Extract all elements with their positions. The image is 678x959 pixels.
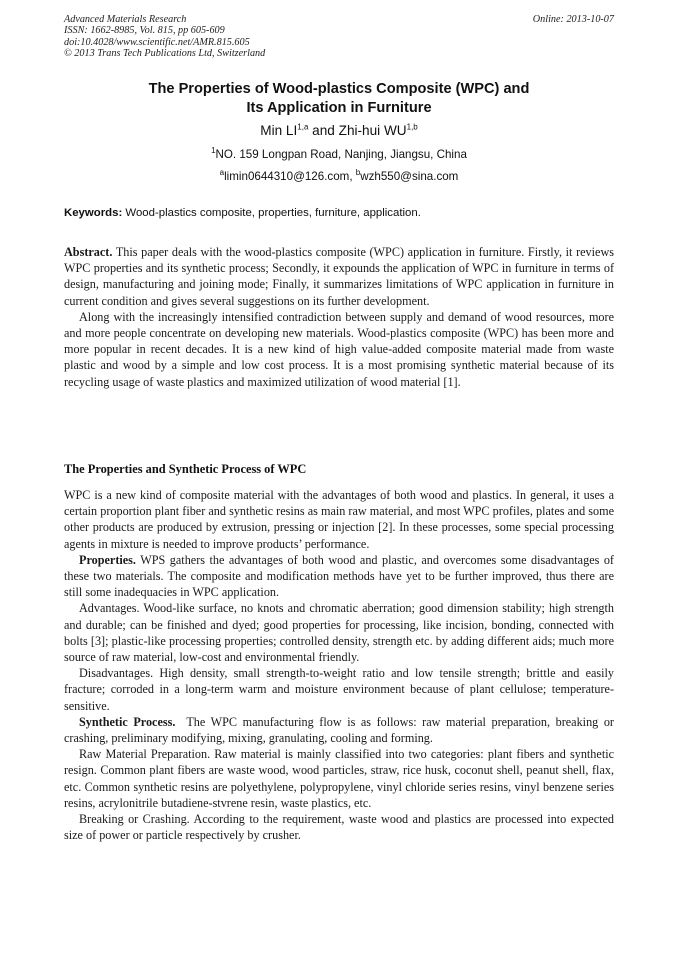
synthetic-process-label: Synthetic Process. <box>79 714 176 729</box>
affiliation-text: NO. 159 Longpan Road, Nanjing, Jiangsu, China <box>215 148 467 161</box>
author-2-sup: 1,b <box>406 122 418 132</box>
keywords <box>64 207 614 219</box>
properties-label: Properties. <box>79 552 136 567</box>
email-b-sup: b <box>355 168 361 178</box>
issn-line: ISSN: 1662-8985, Vol. 815, pp 605-609 <box>64 25 225 37</box>
section-heading: The Properties and Synthetic Process of WPC <box>64 462 307 476</box>
section-intro-paragraph: WPC is a new kind of composite material with the advantages of both wood and plastics. In general, it uses a certain proportion plant fiber and synthetic resins as main raw material, and most WPC profiles, plates and some other products are produced by extrusion, pressing or injection [2]. In these processes, some special processing agents in mixture is needed to improve products’ performance. <box>64 488 614 551</box>
keywords-text: Wood-plastics composite, properties, furniture, application. <box>122 207 421 219</box>
abstract-text: This paper deals with the wood-plastics composite (WPC) application in furniture. Firstly, it reviews WPC properties and its synthetic process; Secondly, it expounds the application of WPC in furniture in terms of design, manufacturing and joining mode; Finally, it summarizes limitations of WPC application in furniture in current condition and gives several suggestions on its further development. <box>64 245 614 308</box>
title-line-2: Its Application in Furniture <box>246 100 432 116</box>
breaking-paragraph: Breaking or Crashing. According to the requirement, waste wood and plastics are processed into expected size of power or particle respectively by crusher. <box>64 812 614 843</box>
author-2-name: Zhi-hui WU <box>338 123 407 138</box>
doi-line: doi:10.4028/www.scientific.net/AMR.815.605 <box>64 36 250 48</box>
email-a-sup: a <box>219 168 225 178</box>
properties-paragraph <box>64 552 614 601</box>
title-line-1: The Properties of Wood-plastics Composite (WPC) and <box>148 81 530 97</box>
author-conjunction: and <box>308 123 339 138</box>
disadvantages-paragraph: Disadvantages. High density, small strength-to-weight ratio and low tensile strength; brittle and easily fracture; corroded in a long-term warm and moisture environment because of plant cellulose; temperature-sensitive. <box>64 666 614 713</box>
email-b[interactable]: wzh550@sina.com <box>360 170 459 183</box>
synthetic-process-paragraph <box>64 714 618 746</box>
email-a[interactable]: limin0644310@126.com, <box>224 170 356 183</box>
journal-header <box>64 14 614 60</box>
intro-paragraph: Along with the increasingly intensified contradiction between supply and demand of wood resources, more and more people concentrate on developing new materials. Wood-plastics composite (WPC) has been more and more popular in recent decades. It is a new kind of high value-added composite material made from waste plastic and wood by a simple and low cost process. It is a most promising synthetic material because of its recycling usage of waste plastics and maximized utilization of wood material [1]. <box>64 309 614 389</box>
author-1-name: Min LI <box>260 123 298 138</box>
abstract-paragraph <box>64 244 614 309</box>
synthetic-process-text: The WPC manufacturing flow is as follows: raw material preparation, breaking or crashing, preliminary modifying, mixing, granulating, cooling and forming. <box>64 714 618 746</box>
abstract-label: Abstract. <box>64 245 113 259</box>
keywords-label: Keywords: <box>64 207 123 219</box>
author-line <box>64 123 614 138</box>
properties-text: WPS gathers the advantages of both wood and plastic, and overcomes some disadvantages of these two materials. The composite and modification methods have yet to be further improved, thus there are still some inadequacies in WPC application. <box>64 552 614 600</box>
advantages-paragraph: Advantages. Wood-like surface, no knots and chromatic aberration; good dimension stability; high strength and durable; can be finished and dyed; good properties for processing, like incision, bonding, connected with bolts [3]; plastic-like processing properties; controlled density, strength etc. by adding different aids; much more source of raw material, low-cost and environmental friendly. <box>64 601 614 665</box>
raw-material-paragraph: Raw Material Preparation. Raw material is mainly classified into two categories: plant fibers and synthetic resign. Common plant fibers are waste wood, wood particles, straw, rice husk, coconut shell, peanut shell, flax, etc. Common synthetic resins are polyethylene, polypropylene, vinyl chloride series resins, vinyl benzene series resins, acrylonitrile butadiene-stvrene resin, waste plastics, etc. <box>64 747 614 810</box>
paper-title <box>64 80 614 118</box>
section-body <box>64 487 618 843</box>
email-line <box>64 170 614 183</box>
affiliation <box>64 148 614 161</box>
author-1-sup: 1,a <box>297 122 309 132</box>
affiliation-sup: 1 <box>211 146 216 156</box>
abstract-block <box>64 244 614 390</box>
copyright-line: © 2013 Trans Tech Publications Ltd, Switzerland <box>64 48 266 60</box>
journal-name: Advanced Materials Research <box>64 14 187 25</box>
online-date: Online: 2013-10-07 <box>532 14 614 25</box>
